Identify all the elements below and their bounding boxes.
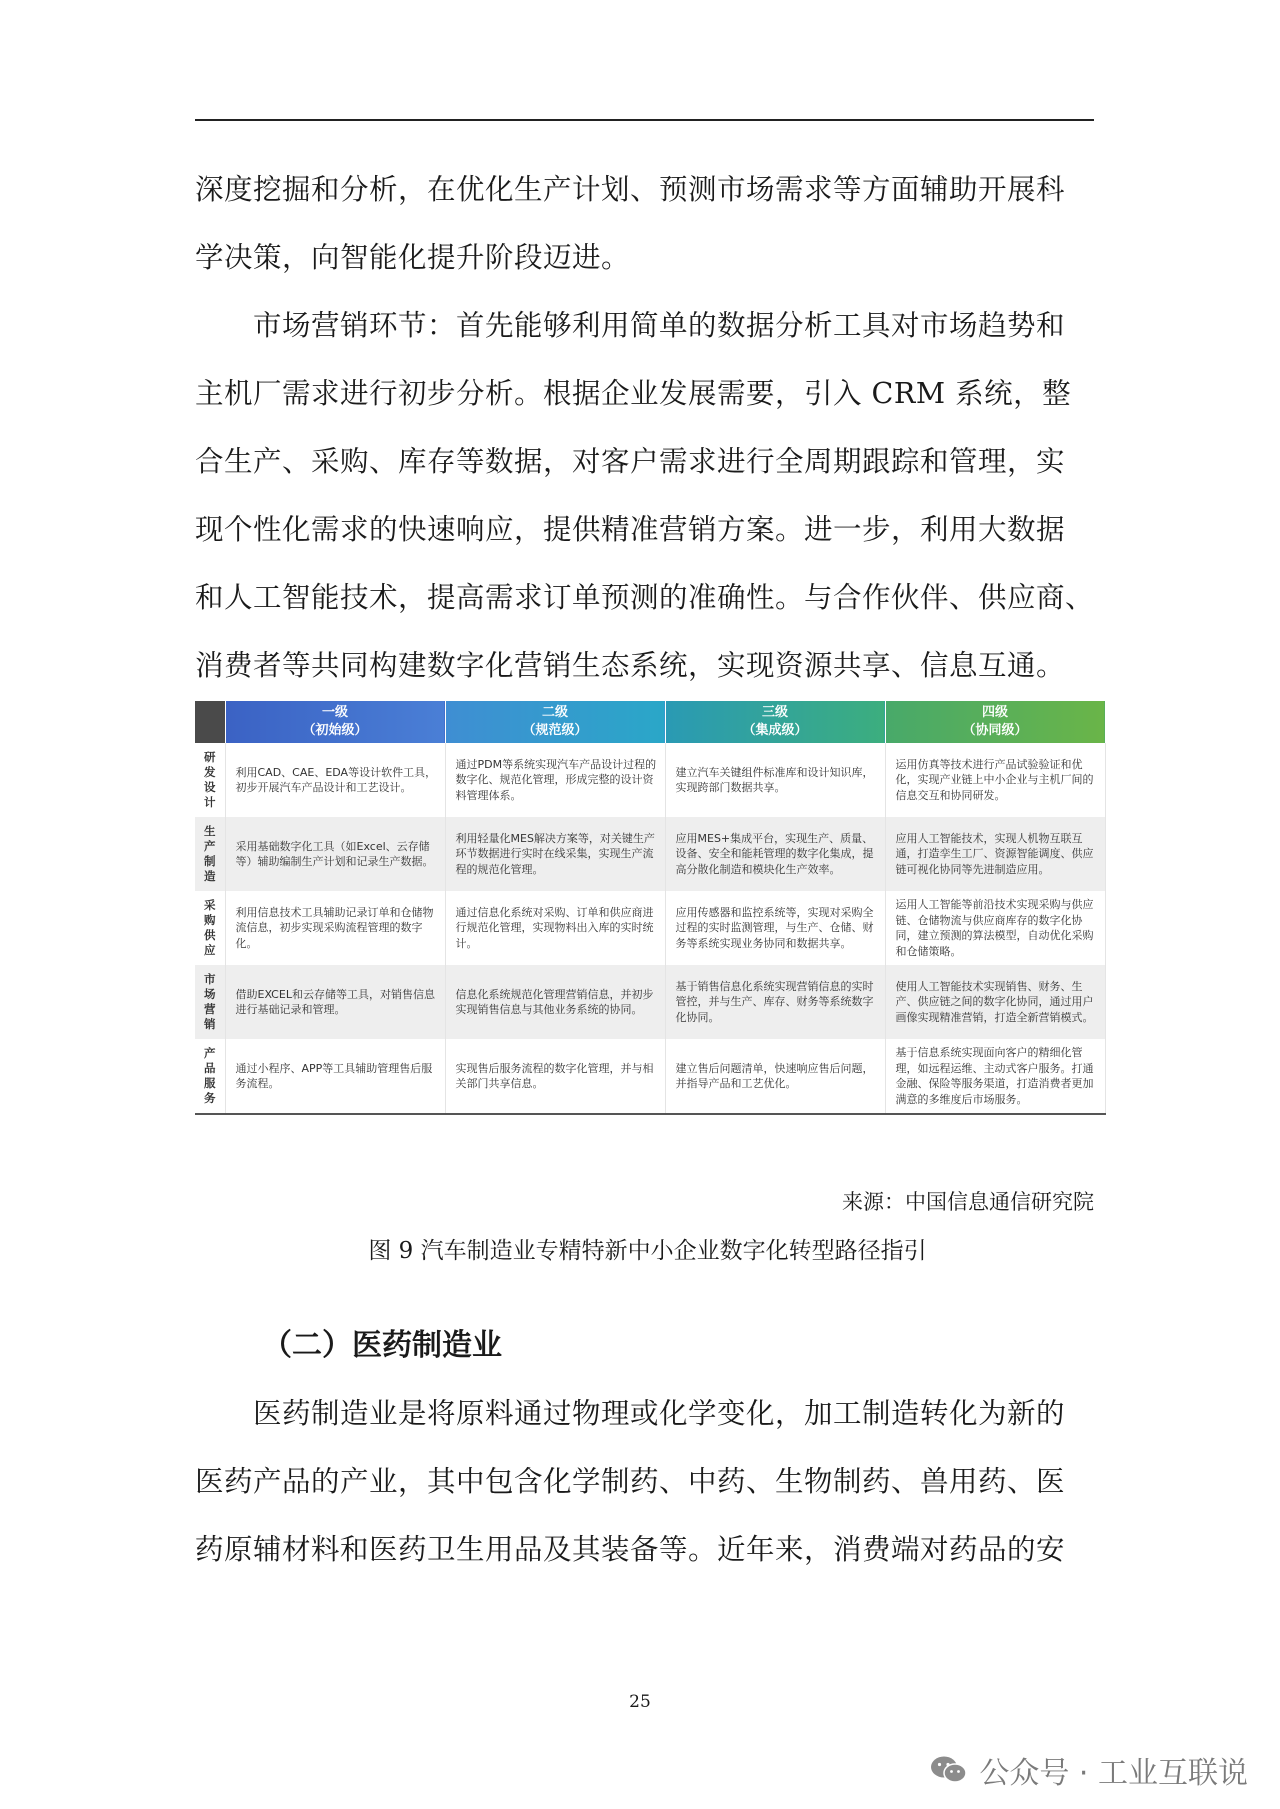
row-header-production: 生 产 制 造 — [195, 817, 225, 891]
table-cell: 信息化系统规范化管理营销信息，并初步实现销售信息与其他业务系统的协同。 — [445, 965, 665, 1039]
table-cell: 利用轻量化MES解决方案等，对关键生产环节数据进行实时在线采集，实现生产流程的规范化管理。 — [445, 817, 665, 891]
text-line: 医药产品的产业，其中包含化学制药、中药、生物制药、兽用药、医 — [195, 1465, 1066, 1498]
text-line: 现个性化需求的快速响应，提供精准营销方案。进一步，利用大数据 — [195, 513, 1066, 546]
table-cell: 建立售后问题清单，快速响应售后问题，并指导产品和工艺优化。 — [665, 1039, 885, 1114]
table-cell: 采用基础数字化工具（如Excel、云存储等）辅助编制生产计划和记录生产数据。 — [225, 817, 445, 891]
table-row — [195, 965, 1105, 1039]
row-header-marketing: 市 场 营 销 — [195, 965, 225, 1039]
paragraph-marketing — [195, 292, 1100, 700]
text-line: 药原辅材料和医药卫生用品及其装备等。近年来，消费端对药品的安 — [195, 1533, 1066, 1566]
text-line: 医药制造业是将原料通过物理或化学变化，加工制造转化为新的 — [195, 1397, 1066, 1430]
table-row — [195, 743, 1105, 817]
figure-caption: 图 9 汽车制造业专精特新中小企业数字化转型路径指引 — [368, 1238, 927, 1264]
text-line: 市场营销环节：首先能够利用简单的数据分析工具对市场趋势和 — [195, 309, 1066, 342]
figure-source: 来源：中国信息通信研究院 — [842, 1190, 1094, 1214]
header-level-1: 一级 （初始级） — [225, 701, 445, 743]
paragraph-pharma — [195, 1380, 1100, 1584]
row-header-rd: 研 发 设 计 — [195, 743, 225, 817]
text-line: 深度挖掘和分析，在优化生产计划、预测市场需求等方面辅助开展科 — [195, 173, 1066, 206]
table-cell: 应用MES+集成平台，实现生产、质量、设备、安全和能耗管理的数字化集成，提高分散化制造和模块化生产效率。 — [665, 817, 885, 891]
header-level-3: 三级 （集成级） — [665, 701, 885, 743]
roadmap-figure — [195, 701, 1105, 1173]
wechat-icon — [929, 1754, 969, 1786]
table-cell: 通过信息化系统对采购、订单和供应商进行规范化管理，实现物料出入库的实时统计。 — [445, 891, 665, 965]
text-line: 和人工智能技术，提高需求订单预测的准确性。与合作伙伴、供应商、 — [195, 581, 1095, 614]
table-cell: 运用人工智能等前沿技术实现采购与供应链、仓储物流与供应商库存的数字化协同，建立预测的算法模型，自动优化采购和仓储策略。 — [885, 891, 1105, 965]
table-cell: 使用人工智能技术实现销售、财务、生产、供应链之间的数字化协同，通过用户画像实现精准营销，打造全新营销模式。 — [885, 965, 1105, 1039]
text-line: 消费者等共同构建数字化营销生态系统，实现资源共享、信息互通。 — [195, 649, 1066, 682]
row-header-procurement: 采 购 供 应 — [195, 891, 225, 965]
header-corner — [195, 701, 225, 743]
header-level-2: 二级 （规范级） — [445, 701, 665, 743]
row-header-service: 产 品 服 务 — [195, 1039, 225, 1114]
table-cell: 利用信息技术工具辅助记录订单和仓储物流信息，初步实现采购流程管理的数字化。 — [225, 891, 445, 965]
text-line: 学决策，向智能化提升阶段迈进。 — [195, 241, 631, 274]
section-title: （二）医药制造业 — [262, 1328, 502, 1363]
page-number: 25 — [629, 1692, 651, 1712]
table-cell: 借助EXCEL和云存储等工具，对销售信息进行基础记录和管理。 — [225, 965, 445, 1039]
table-cell: 运用仿真等技术进行产品试验验证和优化，实现产业链上中小企业与主机厂间的信息交互和协同研发。 — [885, 743, 1105, 817]
table-cell: 实现售后服务流程的数字化管理，并与相关部门共享信息。 — [445, 1039, 665, 1114]
header-level-4: 四级 （协同级） — [885, 701, 1105, 743]
table-cell: 应用传感器和监控系统等，实现对采购全过程的实时监测管理，与生产、仓储、财务等系统实现业务协同和数据共享。 — [665, 891, 885, 965]
paragraph-production — [195, 156, 1100, 292]
table-cell: 基于信息系统实现面向客户的精细化管理，如远程运维、主动式客户服务。打通金融、保险等服务渠道，打造消费者更加满意的多维度后市场服务。 — [885, 1039, 1105, 1114]
table-cell: 通过小程序、APP等工具辅助管理售后服务流程。 — [225, 1039, 445, 1114]
table-header-row — [195, 701, 1105, 743]
roadmap-table — [195, 701, 1106, 1115]
table-row — [195, 1039, 1105, 1114]
table-cell: 基于销售信息化系统实现营销信息的实时管控，并与生产、库存、财务等系统数字化协同。 — [665, 965, 885, 1039]
watermark-text: 公众号 · 工业互联说 — [979, 1756, 1248, 1791]
text-line: 合生产、采购、库存等数据，对客户需求进行全周期跟踪和管理，实 — [195, 445, 1066, 478]
header-rule — [195, 119, 1094, 121]
table-cell: 通过PDM等系统实现汽车产品设计过程的数字化、规范化管理，形成完整的设计资料管理体系。 — [445, 743, 665, 817]
watermark — [929, 1748, 1248, 1792]
table-cell: 建立汽车关键组件标准库和设计知识库，实现跨部门数据共享。 — [665, 743, 885, 817]
text-line: 主机厂需求进行初步分析。根据企业发展需要，引入 CRM 系统，整 — [195, 377, 1072, 410]
table-row — [195, 891, 1105, 965]
table-cell: 应用人工智能技术，实现人机物互联互通，打造孪生工厂、资源智能调度、供应链可视化协同等先进制造应用。 — [885, 817, 1105, 891]
table-row — [195, 817, 1105, 891]
table-cell: 利用CAD、CAE、EDA等设计软件工具，初步开展汽车产品设计和工艺设计。 — [225, 743, 445, 817]
